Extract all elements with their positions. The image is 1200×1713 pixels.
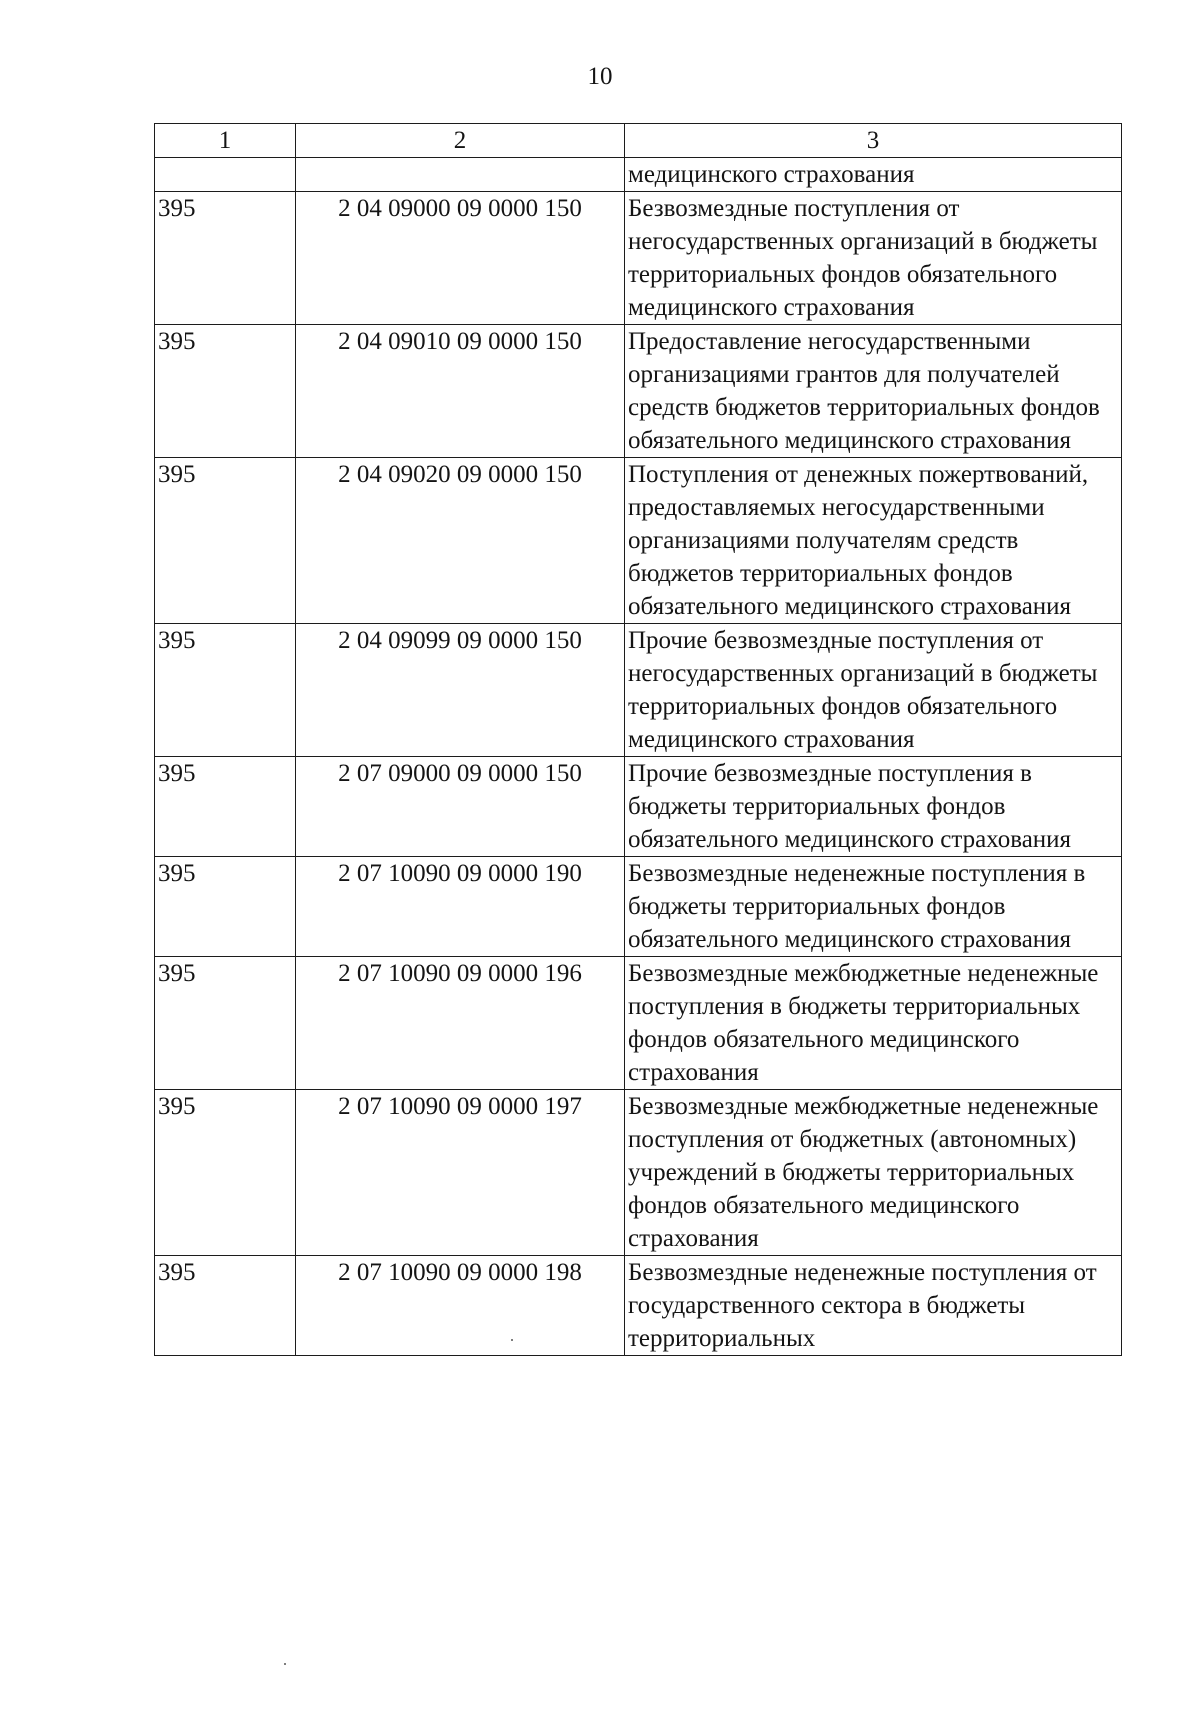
table-row <box>155 325 1122 458</box>
budget-code: 2 07 10090 09 0000 198 <box>296 1256 625 1356</box>
admin-code: 395 <box>155 192 296 325</box>
admin-code: 395 <box>155 1090 296 1256</box>
revenue-name: Безвозмездные межбюджетные неденежные поступления в бюджеты территориальных фондов обязательного медицинского страхования <box>625 957 1122 1090</box>
header-col-3: 3 <box>625 124 1122 158</box>
budget-code: 2 04 09010 09 0000 150 <box>296 325 625 458</box>
table-header <box>155 124 1122 158</box>
revenue-name: Предоставление негосударственными организациями грантов для получателей средств бюджетов территориальных фондов обязательного медицинского страхования <box>625 325 1122 458</box>
budget-code: 2 07 10090 09 0000 196 <box>296 957 625 1090</box>
admin-code: 395 <box>155 458 296 624</box>
table-row <box>155 624 1122 757</box>
revenue-codes-table <box>154 123 1122 1356</box>
revenue-name: Безвозмездные поступления от негосударственных организаций в бюджеты территориальных фондов обязательного медицинского страхования <box>625 192 1122 325</box>
table-body <box>155 158 1122 1356</box>
admin-code: 395 <box>155 857 296 957</box>
table-row <box>155 1090 1122 1256</box>
empty-cell <box>155 158 296 192</box>
table-row <box>155 192 1122 325</box>
header-row <box>155 124 1122 158</box>
admin-code: 395 <box>155 757 296 857</box>
header-col-2: 2 <box>296 124 625 158</box>
empty-cell <box>296 158 625 192</box>
revenue-name: Прочие безвозмездные поступления от негосударственных организаций в бюджеты территориальных фондов обязательного медицинского страхования <box>625 624 1122 757</box>
page-number: 10 <box>587 63 613 90</box>
header-col-1: 1 <box>155 124 296 158</box>
table-row <box>155 957 1122 1090</box>
scan-speck <box>511 1339 513 1341</box>
budget-code: 2 07 10090 09 0000 197 <box>296 1090 625 1256</box>
continuation-row <box>155 158 1122 192</box>
budget-code: 2 07 10090 09 0000 190 <box>296 857 625 957</box>
revenue-name: Безвозмездные неденежные поступления от государственного сектора в бюджеты территориальных <box>625 1256 1122 1356</box>
table-row <box>155 1256 1122 1356</box>
table-row <box>155 458 1122 624</box>
budget-code: 2 04 09099 09 0000 150 <box>296 624 625 757</box>
revenue-name: Безвозмездные межбюджетные неденежные поступления от бюджетных (автономных) учреждений в бюджеты территориальных фондов обязательного медицинского страхования <box>625 1090 1122 1256</box>
revenue-name: Поступления от денежных пожертвований, предоставляемых негосударственными организациями получателям средств бюджетов территориальных фондов обязательного медицинского страхования <box>625 458 1122 624</box>
continuation-text: медицинского страхования <box>625 158 1122 192</box>
revenue-name: Прочие безвозмездные поступления в бюджеты территориальных фондов обязательного медицинского страхования <box>625 757 1122 857</box>
budget-code: 2 04 09000 09 0000 150 <box>296 192 625 325</box>
admin-code: 395 <box>155 325 296 458</box>
admin-code: 395 <box>155 957 296 1090</box>
admin-code: 395 <box>155 1256 296 1356</box>
table-row <box>155 757 1122 857</box>
budget-code: 2 07 09000 09 0000 150 <box>296 757 625 857</box>
admin-code: 395 <box>155 624 296 757</box>
revenue-name: Безвозмездные неденежные поступления в бюджеты территориальных фондов обязательного медицинского страхования <box>625 857 1122 957</box>
budget-code: 2 04 09020 09 0000 150 <box>296 458 625 624</box>
table-row <box>155 857 1122 957</box>
scan-speck <box>284 1663 286 1665</box>
